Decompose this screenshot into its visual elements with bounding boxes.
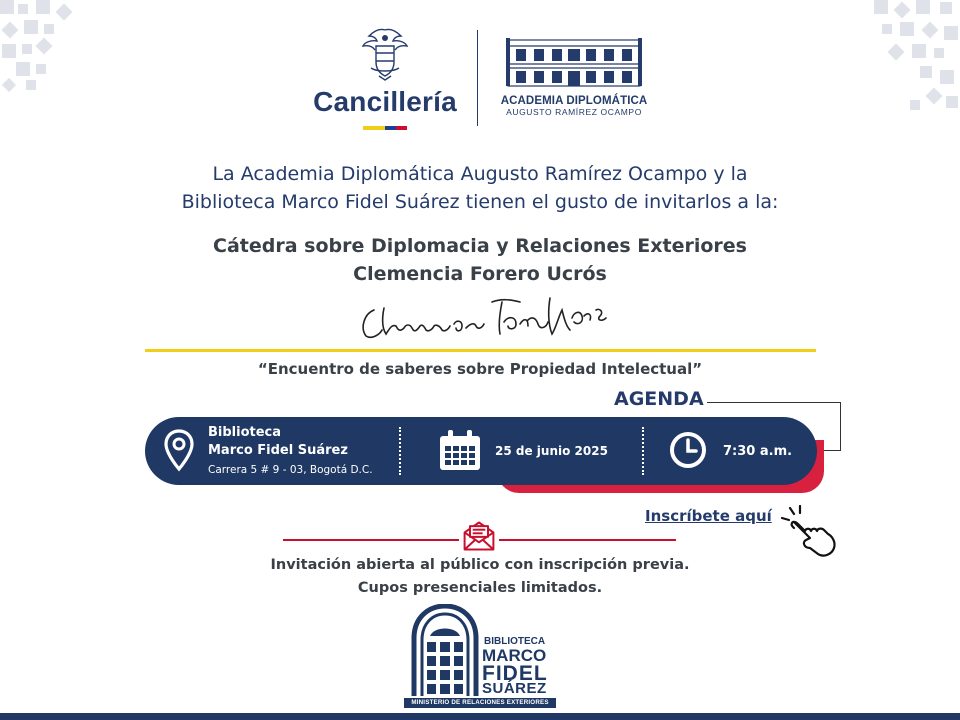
location-name-line-2: Marco Fidel Suárez (208, 443, 348, 458)
signature-image (352, 288, 612, 344)
academia-building-icon (504, 36, 644, 88)
catedra-line-2: Clemencia Forero Ucrós (353, 263, 607, 285)
event-quote: “Encuentro de saberes sobre Propiedad Intelectual” (257, 360, 703, 378)
invitation-line-2: Cupos presenciales limitados. (357, 580, 603, 596)
pointing-hand-icon[interactable] (780, 504, 838, 560)
coat-of-arms-icon (359, 26, 411, 82)
register-link[interactable]: Inscríbete aquí (645, 507, 772, 525)
bottom-bar (0, 713, 960, 720)
location-address: Carrera 5 # 9 - 03, Bogotá D.C. (208, 464, 373, 476)
header-divider (477, 30, 478, 126)
event-date: 25 de junio 2025 (495, 444, 608, 458)
location-pin-icon (163, 429, 195, 473)
location-block (208, 424, 373, 478)
invitation-line-1: Invitación abierta al público con inscripción previa. (270, 557, 690, 573)
agenda-connector-line (840, 402, 841, 450)
intro-line-1: La Academia Diplomática Augusto Ramírez Ocampo y la (212, 163, 748, 185)
agenda-info-bar (145, 417, 817, 485)
catedra-title (140, 232, 820, 288)
biblioteca-logo-line-1: BIBLIOTECA (484, 636, 546, 647)
intro-line-2: Biblioteca Marco Fidel Suárez tienen el gusto de invitarlos a la: (181, 191, 779, 213)
biblioteca-arch-icon (410, 604, 480, 696)
cancilleria-logo (305, 26, 465, 130)
gold-divider (145, 349, 816, 352)
ministerio-banner: MINISTERIO DE RELACIONES EXTERIORES (404, 698, 556, 708)
header-logos (0, 22, 960, 132)
event-time: 7:30 a.m. (723, 444, 793, 459)
academia-title: ACADEMIA DIPLOMÁTICA (500, 95, 648, 107)
colombia-flag-bar (363, 126, 407, 130)
calendar-icon (438, 428, 482, 472)
academia-logo (494, 36, 654, 117)
dotted-separator (399, 427, 401, 475)
biblioteca-logo (404, 604, 556, 708)
biblioteca-logo-line-2: MARCO (482, 646, 547, 665)
mail-icon (459, 518, 499, 554)
intro-text (140, 160, 820, 216)
dotted-separator (642, 427, 644, 475)
agenda-label: AGENDA (614, 388, 704, 410)
catedra-line-1: Cátedra sobre Diplomacia y Relaciones Exteriores (213, 235, 747, 257)
cancilleria-wordmark: Cancillería (313, 86, 457, 117)
clock-icon (668, 430, 708, 470)
academia-subtitle: AUGUSTO RAMÍREZ OCAMPO (506, 107, 642, 117)
biblioteca-logo-line-4: SUÁREZ (482, 680, 547, 697)
invitation-text (140, 554, 820, 600)
location-name-line-1: Biblioteca (208, 425, 282, 440)
biblioteca-logo-line-3: FIDEL (482, 662, 548, 685)
agenda-connector-line (707, 402, 841, 403)
